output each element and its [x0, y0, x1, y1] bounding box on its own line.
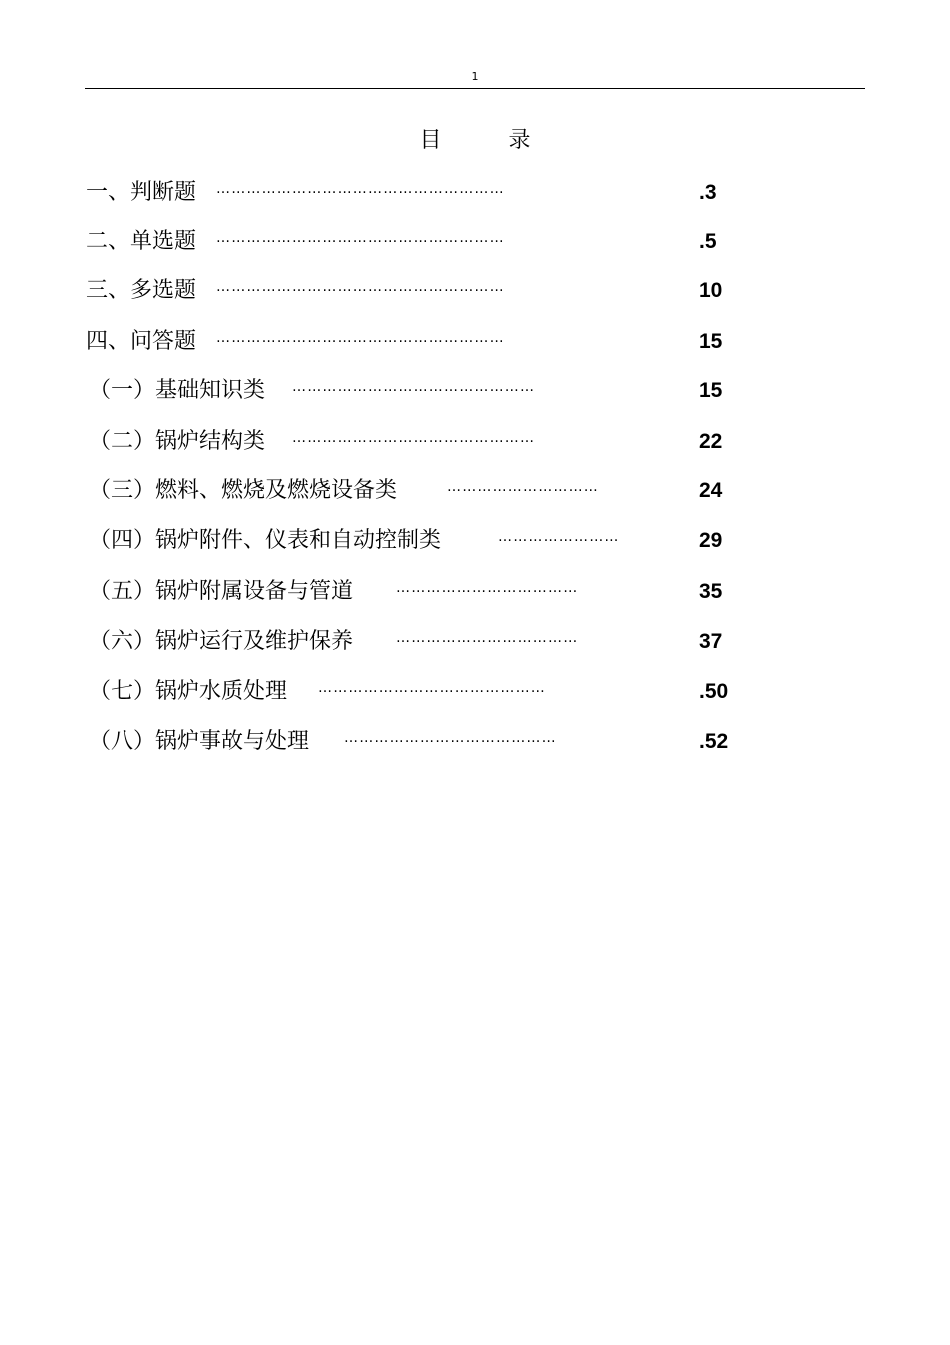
toc-entry[interactable] — [0, 374, 950, 408]
toc-entry[interactable] — [0, 625, 950, 659]
toc-entry-page-number: .50 — [699, 680, 729, 703]
toc-entry-label: （八）锅炉事故与处理 — [89, 729, 310, 754]
toc-entry-page-number: 24 — [699, 479, 723, 502]
toc-entry-page-number: 15 — [699, 379, 723, 402]
toc-entry-page-number: .52 — [699, 730, 729, 753]
toc-title: 目 录 — [419, 128, 561, 153]
toc-entry[interactable] — [0, 325, 950, 359]
toc-entry-page-number: 35 — [699, 580, 723, 603]
toc-entry[interactable] — [0, 575, 950, 609]
toc-entry-label: （一）基础知识类 — [89, 378, 266, 403]
toc-entry-label: （四）锅炉附件、仪表和自动控制类 — [89, 528, 442, 553]
toc-entry-label: 三、多选题 — [86, 278, 197, 303]
toc-entry-leader-dots: ………………………… — [447, 479, 599, 495]
header-page-number: 1 — [471, 70, 479, 83]
toc-entry-leader-dots: ………………………………………… — [292, 379, 536, 395]
toc-entry-label: 四、问答题 — [86, 329, 197, 354]
toc-entry-page-number: .5 — [699, 230, 717, 253]
toc-entry-page-number: .3 — [699, 181, 717, 204]
toc-entry-page-number: 10 — [699, 279, 723, 302]
toc-entry-label: （五）锅炉附属设备与管道 — [89, 579, 354, 604]
toc-entry[interactable] — [0, 176, 950, 210]
toc-entry-label: （六）锅炉运行及维护保养 — [89, 629, 354, 654]
toc-entry-leader-dots: ………………………………………………… — [216, 230, 505, 246]
toc-entry[interactable] — [0, 274, 950, 308]
toc-entry[interactable] — [0, 675, 950, 709]
toc-entry-leader-dots: ……………………………… — [396, 580, 579, 596]
toc-entry-leader-dots: ………………………………………………… — [216, 279, 505, 295]
toc-entry-label: （七）锅炉水质处理 — [89, 679, 288, 704]
toc-entry[interactable] — [0, 425, 950, 459]
header-rule — [85, 88, 865, 89]
toc-entry-label: （二）锅炉结构类 — [89, 429, 266, 454]
toc-entry[interactable] — [0, 474, 950, 508]
toc-entry-label: 二、单选题 — [86, 229, 197, 254]
toc-entry[interactable] — [0, 225, 950, 259]
toc-entry-leader-dots: ………………………………………… — [292, 430, 536, 446]
toc-entry-label: （三）燃料、燃烧及燃烧设备类 — [89, 478, 398, 503]
toc-entry[interactable] — [0, 524, 950, 558]
toc-entry-label: 一、判断题 — [86, 180, 197, 205]
toc-entry-leader-dots: …………………………………… — [344, 730, 557, 746]
toc-entry-page-number: 15 — [699, 330, 723, 353]
toc-entry-page-number: 37 — [699, 630, 723, 653]
toc-entry-page-number: 29 — [699, 529, 723, 552]
toc-entry-leader-dots: ………………………………………………… — [216, 181, 505, 197]
toc-entry-leader-dots: ……………………………… — [396, 630, 579, 646]
toc-entry-leader-dots: ………………………………………………… — [216, 330, 505, 346]
toc-entry-leader-dots: ……………………………………… — [318, 680, 546, 696]
toc-entry[interactable] — [0, 725, 950, 759]
toc-entry-page-number: 22 — [699, 430, 723, 453]
toc-entry-leader-dots: …………………… — [498, 529, 620, 545]
